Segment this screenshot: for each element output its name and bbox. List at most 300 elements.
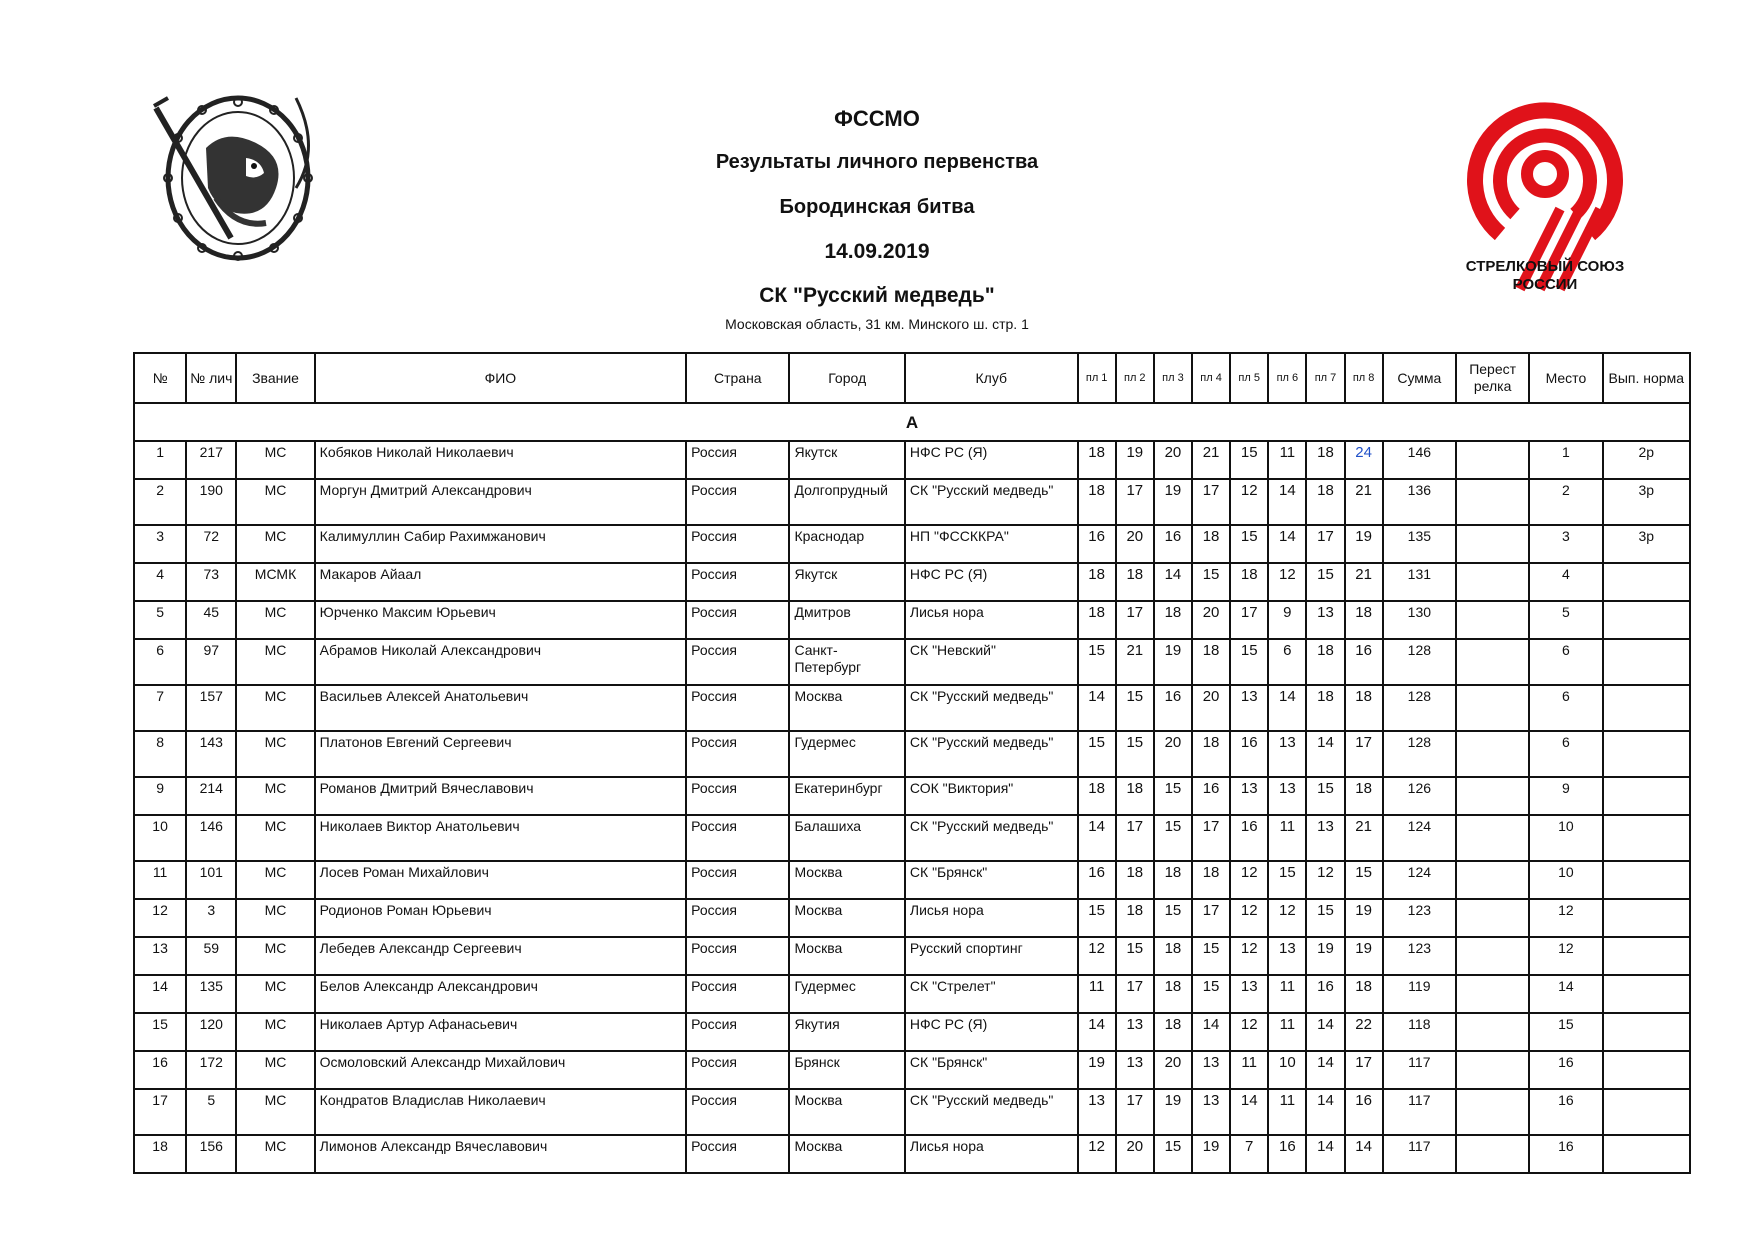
cell-rank: МС [236, 685, 314, 731]
cell-club: СК "Русский медведь" [905, 685, 1078, 731]
cell-series-5: 16 [1230, 815, 1268, 861]
cell-series-1: 13 [1078, 1089, 1116, 1135]
cell-sum: 119 [1383, 975, 1456, 1013]
cell-series-5: 14 [1230, 1089, 1268, 1135]
table-row [134, 861, 1690, 899]
cell-series-7: 13 [1306, 815, 1344, 861]
cell-city: Москва [789, 937, 904, 975]
cell-series-5: 12 [1230, 479, 1268, 525]
cell-number: 10 [134, 815, 186, 861]
cell-series-2: 21 [1116, 639, 1154, 685]
cell-norm [1603, 563, 1690, 601]
table-row [134, 815, 1690, 861]
cell-number: 3 [134, 525, 186, 563]
cell-norm [1603, 601, 1690, 639]
cell-number: 13 [134, 937, 186, 975]
cell-rank: МС [236, 441, 314, 479]
cell-shootoff [1456, 639, 1529, 685]
cell-sum: 136 [1383, 479, 1456, 525]
cell-sum: 123 [1383, 937, 1456, 975]
col-header-country: Страна [686, 353, 789, 403]
cell-series-6: 11 [1268, 1013, 1306, 1051]
cell-norm [1603, 1013, 1690, 1051]
cell-rank: МС [236, 899, 314, 937]
cell-series-5: 7 [1230, 1135, 1268, 1173]
cell-club: СК "Русский медведь" [905, 815, 1078, 861]
cell-license: 217 [186, 441, 236, 479]
cell-place: 16 [1529, 1051, 1602, 1089]
cell-series-6: 10 [1268, 1051, 1306, 1089]
cell-series-5: 16 [1230, 731, 1268, 777]
cell-country: Россия [686, 601, 789, 639]
cell-country: Россия [686, 1135, 789, 1173]
cell-shootoff [1456, 685, 1529, 731]
cell-name: Кондратов Владислав Николаевич [315, 1089, 686, 1135]
cell-place: 6 [1529, 685, 1602, 731]
cell-series-1: 18 [1078, 441, 1116, 479]
cell-series-1: 15 [1078, 899, 1116, 937]
cell-shootoff [1456, 479, 1529, 525]
cell-name: Калимуллин Сабир Рахимжанович [315, 525, 686, 563]
cell-city: Москва [789, 1135, 904, 1173]
cell-series-6: 13 [1268, 937, 1306, 975]
cell-series-6: 11 [1268, 441, 1306, 479]
cell-series-4: 18 [1192, 525, 1230, 563]
cell-series-7: 15 [1306, 899, 1344, 937]
cell-series-1: 18 [1078, 777, 1116, 815]
cell-city: Екатеринбург [789, 777, 904, 815]
table-row [134, 685, 1690, 731]
cell-series-2: 17 [1116, 975, 1154, 1013]
col-header-pl6: пл 6 [1268, 353, 1306, 403]
cell-series-8: 19 [1345, 899, 1383, 937]
cell-city: Гудермес [789, 975, 904, 1013]
cell-name: Белов Александр Александрович [315, 975, 686, 1013]
cell-series-4: 20 [1192, 685, 1230, 731]
table-row [134, 975, 1690, 1013]
cell-rank: МС [236, 479, 314, 525]
cell-series-3: 18 [1154, 937, 1192, 975]
cell-number: 7 [134, 685, 186, 731]
cell-license: 101 [186, 861, 236, 899]
cell-series-8: 21 [1345, 563, 1383, 601]
cell-series-3: 15 [1154, 815, 1192, 861]
cell-sum: 117 [1383, 1135, 1456, 1173]
cell-series-4: 15 [1192, 563, 1230, 601]
cell-series-7: 12 [1306, 861, 1344, 899]
table-row [134, 441, 1690, 479]
cell-license: 45 [186, 601, 236, 639]
cell-series-3: 15 [1154, 1135, 1192, 1173]
cell-series-5: 13 [1230, 777, 1268, 815]
cell-license: 156 [186, 1135, 236, 1173]
cell-place: 9 [1529, 777, 1602, 815]
cell-name: Моргун Дмитрий Александрович [315, 479, 686, 525]
cell-series-5: 18 [1230, 563, 1268, 601]
cell-license: 146 [186, 815, 236, 861]
cell-city: Якутск [789, 563, 904, 601]
cell-license: 72 [186, 525, 236, 563]
cell-series-5: 12 [1230, 1013, 1268, 1051]
cell-series-4: 15 [1192, 937, 1230, 975]
cell-rank: МС [236, 1013, 314, 1051]
cell-city: Москва [789, 685, 904, 731]
event-name: Бородинская битва [779, 196, 975, 218]
cell-series-1: 15 [1078, 731, 1116, 777]
cell-country: Россия [686, 815, 789, 861]
cell-series-4: 14 [1192, 1013, 1230, 1051]
cell-series-7: 14 [1306, 1051, 1344, 1089]
cell-sum: 117 [1383, 1089, 1456, 1135]
cell-series-8: 18 [1345, 975, 1383, 1013]
cell-sum: 124 [1383, 815, 1456, 861]
table-row [134, 639, 1690, 685]
cell-shootoff [1456, 525, 1529, 563]
cell-name: Васильев Алексей Анатольевич [315, 685, 686, 731]
cell-series-8: 21 [1345, 479, 1383, 525]
cell-series-8: 14 [1345, 1135, 1383, 1173]
cell-shootoff [1456, 563, 1529, 601]
col-header-pl8: пл 8 [1345, 353, 1383, 403]
table-row [134, 731, 1690, 777]
cell-series-8: 19 [1345, 937, 1383, 975]
cell-rank: МС [236, 937, 314, 975]
cell-series-5: 11 [1230, 1051, 1268, 1089]
cell-rank: МС [236, 601, 314, 639]
cell-series-1: 16 [1078, 525, 1116, 563]
cell-series-7: 14 [1306, 1013, 1344, 1051]
cell-series-5: 15 [1230, 525, 1268, 563]
cell-series-6: 11 [1268, 1089, 1306, 1135]
cell-series-7: 18 [1306, 685, 1344, 731]
cell-sum: 146 [1383, 441, 1456, 479]
cell-rank: МС [236, 1089, 314, 1135]
cell-series-7: 13 [1306, 601, 1344, 639]
cell-name: Осмоловский Александр Михайлович [315, 1051, 686, 1089]
cell-name: Кобяков Николай Николаевич [315, 441, 686, 479]
venue-address: Московская область, 31 км. Минского ш. стр. 1 [725, 316, 1029, 332]
col-header-pl3: пл 3 [1154, 353, 1192, 403]
cell-country: Россия [686, 479, 789, 525]
shooting-union-caption [1420, 258, 1670, 294]
cell-country: Россия [686, 937, 789, 975]
cell-series-2: 18 [1116, 777, 1154, 815]
cell-norm: 2р [1603, 441, 1690, 479]
table-row [134, 479, 1690, 525]
cell-number: 2 [134, 479, 186, 525]
cell-city: Якутск [789, 441, 904, 479]
cell-series-1: 14 [1078, 815, 1116, 861]
cell-number: 17 [134, 1089, 186, 1135]
cell-rank: МС [236, 525, 314, 563]
cell-series-6: 15 [1268, 861, 1306, 899]
cell-series-8: 18 [1345, 685, 1383, 731]
cell-series-4: 13 [1192, 1089, 1230, 1135]
cell-series-2: 15 [1116, 937, 1154, 975]
cell-shootoff [1456, 777, 1529, 815]
cell-city: Краснодар [789, 525, 904, 563]
cell-shootoff [1456, 899, 1529, 937]
cell-place: 5 [1529, 601, 1602, 639]
cell-place: 12 [1529, 937, 1602, 975]
cell-series-3: 18 [1154, 601, 1192, 639]
table-row [134, 1135, 1690, 1173]
cell-series-4: 17 [1192, 479, 1230, 525]
cell-series-1: 18 [1078, 563, 1116, 601]
cell-series-5: 12 [1230, 861, 1268, 899]
cell-rank: МС [236, 1135, 314, 1173]
cell-norm [1603, 731, 1690, 777]
cell-series-3: 20 [1154, 1051, 1192, 1089]
cell-country: Россия [686, 1051, 789, 1089]
page-header [0, 0, 1754, 340]
cell-series-7: 14 [1306, 1135, 1344, 1173]
cell-city: Якутия [789, 1013, 904, 1051]
cell-norm: 3р [1603, 525, 1690, 563]
cell-series-1: 18 [1078, 479, 1116, 525]
cell-sum: 130 [1383, 601, 1456, 639]
cell-series-8: 17 [1345, 731, 1383, 777]
cell-name: Романов Дмитрий Вячеславович [315, 777, 686, 815]
cell-series-8: 16 [1345, 639, 1383, 685]
cell-series-4: 19 [1192, 1135, 1230, 1173]
cell-club: Русский спортинг [905, 937, 1078, 975]
cell-shootoff [1456, 731, 1529, 777]
cell-name: Макаров Айаал [315, 563, 686, 601]
cell-number: 15 [134, 1013, 186, 1051]
cell-city: Гудермес [789, 731, 904, 777]
cell-sum: 118 [1383, 1013, 1456, 1051]
cell-series-4: 21 [1192, 441, 1230, 479]
cell-series-5: 12 [1230, 937, 1268, 975]
cell-name: Лосев Роман Михайлович [315, 861, 686, 899]
group-row [134, 403, 1690, 441]
cell-shootoff [1456, 441, 1529, 479]
cell-series-1: 18 [1078, 601, 1116, 639]
cell-name: Николаев Артур Афанасьевич [315, 1013, 686, 1051]
cell-number: 11 [134, 861, 186, 899]
cell-place: 6 [1529, 639, 1602, 685]
cell-place: 16 [1529, 1135, 1602, 1173]
cell-series-4: 17 [1192, 899, 1230, 937]
table-row [134, 899, 1690, 937]
cell-country: Россия [686, 1013, 789, 1051]
cell-sum: 124 [1383, 861, 1456, 899]
cell-series-8: 16 [1345, 1089, 1383, 1135]
cell-norm [1603, 937, 1690, 975]
cell-series-7: 16 [1306, 975, 1344, 1013]
cell-series-1: 19 [1078, 1051, 1116, 1089]
venue-name: СК "Русский медведь" [759, 284, 995, 307]
cell-series-6: 11 [1268, 815, 1306, 861]
cell-series-3: 18 [1154, 975, 1192, 1013]
cell-club: СК "Невский" [905, 639, 1078, 685]
cell-place: 4 [1529, 563, 1602, 601]
cell-series-4: 18 [1192, 639, 1230, 685]
cell-series-2: 19 [1116, 441, 1154, 479]
cell-shootoff [1456, 815, 1529, 861]
col-header-shootoff: Перест релка [1456, 353, 1529, 403]
cell-number: 5 [134, 601, 186, 639]
cell-license: 3 [186, 899, 236, 937]
cell-club: СК "Стрелет" [905, 975, 1078, 1013]
cell-series-2: 17 [1116, 815, 1154, 861]
table-row [134, 777, 1690, 815]
cell-number: 12 [134, 899, 186, 937]
cell-club: НФС РС (Я) [905, 441, 1078, 479]
cell-series-2: 13 [1116, 1013, 1154, 1051]
cell-license: 5 [186, 1089, 236, 1135]
cell-rank: МС [236, 975, 314, 1013]
cell-series-2: 13 [1116, 1051, 1154, 1089]
col-header-city: Город [789, 353, 904, 403]
cell-club: НФС РС (Я) [905, 563, 1078, 601]
cell-sum: 128 [1383, 639, 1456, 685]
cell-city: Брянск [789, 1051, 904, 1089]
shooting-union-caption-line1: СТРЕЛКОВЫЙ СОЮЗ [1465, 258, 1625, 275]
cell-series-1: 16 [1078, 861, 1116, 899]
cell-series-2: 17 [1116, 479, 1154, 525]
cell-series-3: 15 [1154, 777, 1192, 815]
cell-number: 1 [134, 441, 186, 479]
cell-series-5: 12 [1230, 899, 1268, 937]
cell-name: Лебедев Александр Сергеевич [315, 937, 686, 975]
cell-country: Россия [686, 1089, 789, 1135]
cell-license: 214 [186, 777, 236, 815]
cell-series-1: 14 [1078, 1013, 1116, 1051]
cell-norm [1603, 1135, 1690, 1173]
cell-series-7: 14 [1306, 1089, 1344, 1135]
cell-series-2: 15 [1116, 685, 1154, 731]
cell-sum: 128 [1383, 731, 1456, 777]
cell-series-4: 13 [1192, 1051, 1230, 1089]
cell-series-8: 21 [1345, 815, 1383, 861]
cell-country: Россия [686, 861, 789, 899]
col-header-lic: № лич [186, 353, 236, 403]
event-date: 14.09.2019 [824, 240, 930, 263]
cell-series-8: 19 [1345, 525, 1383, 563]
cell-norm: 3р [1603, 479, 1690, 525]
cell-norm [1603, 777, 1690, 815]
cell-country: Россия [686, 639, 789, 685]
cell-series-6: 13 [1268, 731, 1306, 777]
cell-club: СК "Русский медведь" [905, 479, 1078, 525]
cell-sum: 128 [1383, 685, 1456, 731]
cell-series-7: 14 [1306, 731, 1344, 777]
table-row [134, 1051, 1690, 1089]
cell-norm [1603, 815, 1690, 861]
cell-series-6: 6 [1268, 639, 1306, 685]
cell-license: 135 [186, 975, 236, 1013]
cell-series-2: 18 [1116, 861, 1154, 899]
cell-shootoff [1456, 861, 1529, 899]
cell-name: Платонов Евгений Сергеевич [315, 731, 686, 777]
cell-country: Россия [686, 975, 789, 1013]
cell-shootoff [1456, 975, 1529, 1013]
cell-city: Дмитров [789, 601, 904, 639]
cell-series-2: 18 [1116, 563, 1154, 601]
cell-series-1: 11 [1078, 975, 1116, 1013]
cell-series-5: 15 [1230, 441, 1268, 479]
organization-title: ФССМО [834, 106, 920, 131]
cell-license: 73 [186, 563, 236, 601]
cell-sum: 123 [1383, 899, 1456, 937]
group-label: А [134, 403, 1690, 441]
cell-place: 12 [1529, 899, 1602, 937]
cell-series-7: 15 [1306, 563, 1344, 601]
cell-series-1: 12 [1078, 937, 1116, 975]
cell-series-3: 15 [1154, 899, 1192, 937]
cell-series-6: 14 [1268, 525, 1306, 563]
table-row [134, 525, 1690, 563]
cell-series-6: 13 [1268, 777, 1306, 815]
cell-place: 2 [1529, 479, 1602, 525]
cell-number: 16 [134, 1051, 186, 1089]
cell-club: СК "Русский медведь" [905, 731, 1078, 777]
cell-shootoff [1456, 1013, 1529, 1051]
cell-series-1: 14 [1078, 685, 1116, 731]
cell-series-8: 18 [1345, 777, 1383, 815]
cell-country: Россия [686, 899, 789, 937]
cell-license: 143 [186, 731, 236, 777]
cell-name: Лимонов Александр Вячеславович [315, 1135, 686, 1173]
table-row [134, 1089, 1690, 1135]
cell-rank: МСМК [236, 563, 314, 601]
col-header-pl7: пл 7 [1306, 353, 1344, 403]
cell-club: СК "Брянск" [905, 1051, 1078, 1089]
cell-license: 120 [186, 1013, 236, 1051]
cell-city: Москва [789, 899, 904, 937]
cell-name: Абрамов Николай Александрович [315, 639, 686, 685]
cell-series-5: 15 [1230, 639, 1268, 685]
cell-norm [1603, 685, 1690, 731]
cell-series-3: 19 [1154, 479, 1192, 525]
cell-country: Россия [686, 563, 789, 601]
cell-number: 18 [134, 1135, 186, 1173]
col-header-name: ФИО [315, 353, 686, 403]
cell-place: 15 [1529, 1013, 1602, 1051]
cell-series-4: 20 [1192, 601, 1230, 639]
col-header-norm: Вып. норма [1603, 353, 1690, 403]
cell-name: Николаев Виктор Анатольевич [315, 815, 686, 861]
cell-rank: МС [236, 1051, 314, 1089]
cell-norm [1603, 639, 1690, 685]
cell-sum: 135 [1383, 525, 1456, 563]
results-table [133, 352, 1691, 1174]
table-header-row [134, 353, 1690, 403]
cell-series-4: 15 [1192, 975, 1230, 1013]
cell-series-6: 16 [1268, 1135, 1306, 1173]
cell-city: Москва [789, 861, 904, 899]
cell-city: Долгопрудный [789, 479, 904, 525]
cell-series-3: 14 [1154, 563, 1192, 601]
col-header-sum: Сумма [1383, 353, 1456, 403]
cell-license: 190 [186, 479, 236, 525]
cell-series-3: 20 [1154, 731, 1192, 777]
cell-series-1: 12 [1078, 1135, 1116, 1173]
cell-country: Россия [686, 731, 789, 777]
cell-shootoff [1456, 601, 1529, 639]
col-header-pl5: пл 5 [1230, 353, 1268, 403]
cell-series-2: 20 [1116, 525, 1154, 563]
cell-club: СОК "Виктория" [905, 777, 1078, 815]
cell-series-5: 17 [1230, 601, 1268, 639]
cell-norm [1603, 861, 1690, 899]
table-row [134, 1013, 1690, 1051]
cell-series-4: 18 [1192, 731, 1230, 777]
cell-series-3: 19 [1154, 639, 1192, 685]
cell-club: СК "Брянск" [905, 861, 1078, 899]
